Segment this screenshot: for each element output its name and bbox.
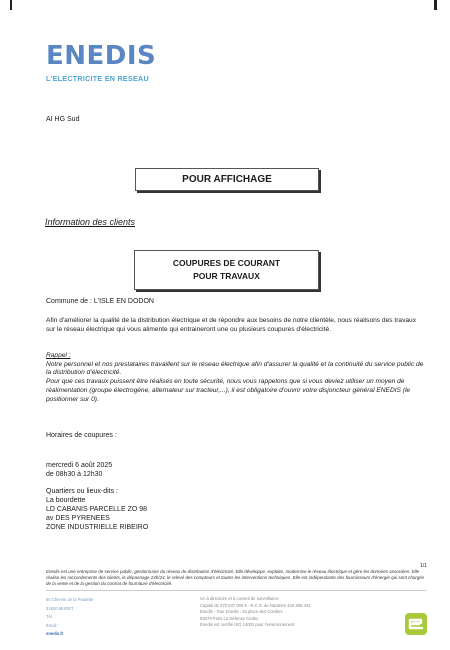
intro-paragraph: Afin d'améliorer la qualité de la distribution électrique et de répondre aux besoins de notre clientèle, nous réalisons des travaux sur le réseau électrique qui vous alimente qui entraineront une ou plusieurs coupures d'électricité.	[46, 317, 416, 333]
company-line: Enedis est certifié ISO 14001 pour l'environnement	[200, 622, 295, 627]
company-line: 92079 Paris La Défense Cedex	[200, 615, 259, 621]
company-line: SA à directoire et à conseil de surveillance	[200, 596, 279, 601]
enedis-e-logo-icon	[405, 613, 427, 635]
quartier-item: ZONE INDUSTRIELLE RIBEIRO	[46, 524, 149, 531]
footer-address	[46, 596, 94, 639]
rappel-paragraph-1: Notre personnel et nos prestataires travaillent sur le réseau électrique afin d'assurer la qualité et la continuité du service public de la distribution d'électricité.	[46, 360, 424, 377]
footer-company-info	[200, 596, 311, 629]
company-line: Capital de 270 037 000 € - R.C.S. de Nanterre 444 608 442	[200, 602, 311, 608]
rappel-title: Rappel :	[46, 352, 71, 359]
agency-name: AI HG Sud	[46, 116, 80, 123]
info-heading: Information des clients	[45, 217, 136, 227]
footer-street: 60 Chemin de la Pradette	[46, 597, 94, 602]
enedis-logo	[46, 43, 156, 83]
footer-website-link[interactable]: enedis.fr	[46, 631, 64, 636]
schedule-date: mercredi 6 août 2025	[46, 462, 113, 469]
footer-email: Email :	[46, 622, 59, 628]
pour-affichage-banner: POUR AFFICHAGE	[135, 168, 319, 191]
horaires-label: Horaires de coupures :	[46, 432, 117, 439]
quartier-item: av DES PYRENEES	[46, 515, 110, 522]
commune-value: L'ISLE EN DODON	[93, 298, 154, 305]
commune-label: Commune de :	[46, 298, 92, 305]
quartier-item: LD CABANIS PARCELLE ZO 98	[46, 506, 148, 513]
quartiers-list	[46, 487, 148, 532]
commune-row	[46, 298, 154, 305]
logo-wordmark: ENEDIS	[46, 41, 157, 71]
quartiers-label: Quartiers ou lieux-dits :	[46, 488, 118, 495]
schedule	[46, 461, 112, 479]
footer-city: 31600 MURET	[46, 605, 74, 611]
notice-title-box	[134, 250, 319, 290]
schedule-time: de 08h30 à 12h30	[46, 471, 103, 478]
page-number: 1/1	[420, 563, 427, 569]
footer-tel: Tél. :	[46, 614, 56, 619]
company-line: Enedis - Tour Enedis - 34 place des Corolles	[200, 609, 283, 614]
notice-title-line2: POUR TRAVAUX	[193, 271, 260, 281]
scan-edge-mark	[10, 0, 12, 10]
rappel-section	[46, 352, 426, 404]
legal-notice: Enedis est une entreprise de service public, gestionnaire du réseau de distribution d'électricité. Elle développe, exploite, modernise le réseau électrique et gère les données associées. Elle réalise les raccordements des clients, le dépannage 24h/24, le relevé des compteurs et toutes les interventions techniques. Elle est indépendante des fournisseurs d'énergie qui sont chargés de la vente et de la gestion du contrat de fourniture d'électricité.	[46, 569, 425, 586]
rappel-paragraph-2: Pour que ces travaux puissent être réalisés en toute sécurité, nous vous rappelons que si vous deviez utiliser un moyen de réalimentation (groupe électrogène, alternateur sur tracteur,...), il est obligatoire d'ouvrir votre disjoncteur général ENEDIS (le positionner sur 0).	[46, 378, 411, 403]
logo-tagline: L'ELECTRICITE EN RESEAU	[46, 74, 149, 83]
quartier-item: La bourdette	[46, 497, 86, 504]
footer-divider	[46, 590, 426, 591]
notice-title-line1: COUPURES DE COURANT	[172, 258, 281, 268]
scan-edge-mark	[434, 0, 437, 10]
